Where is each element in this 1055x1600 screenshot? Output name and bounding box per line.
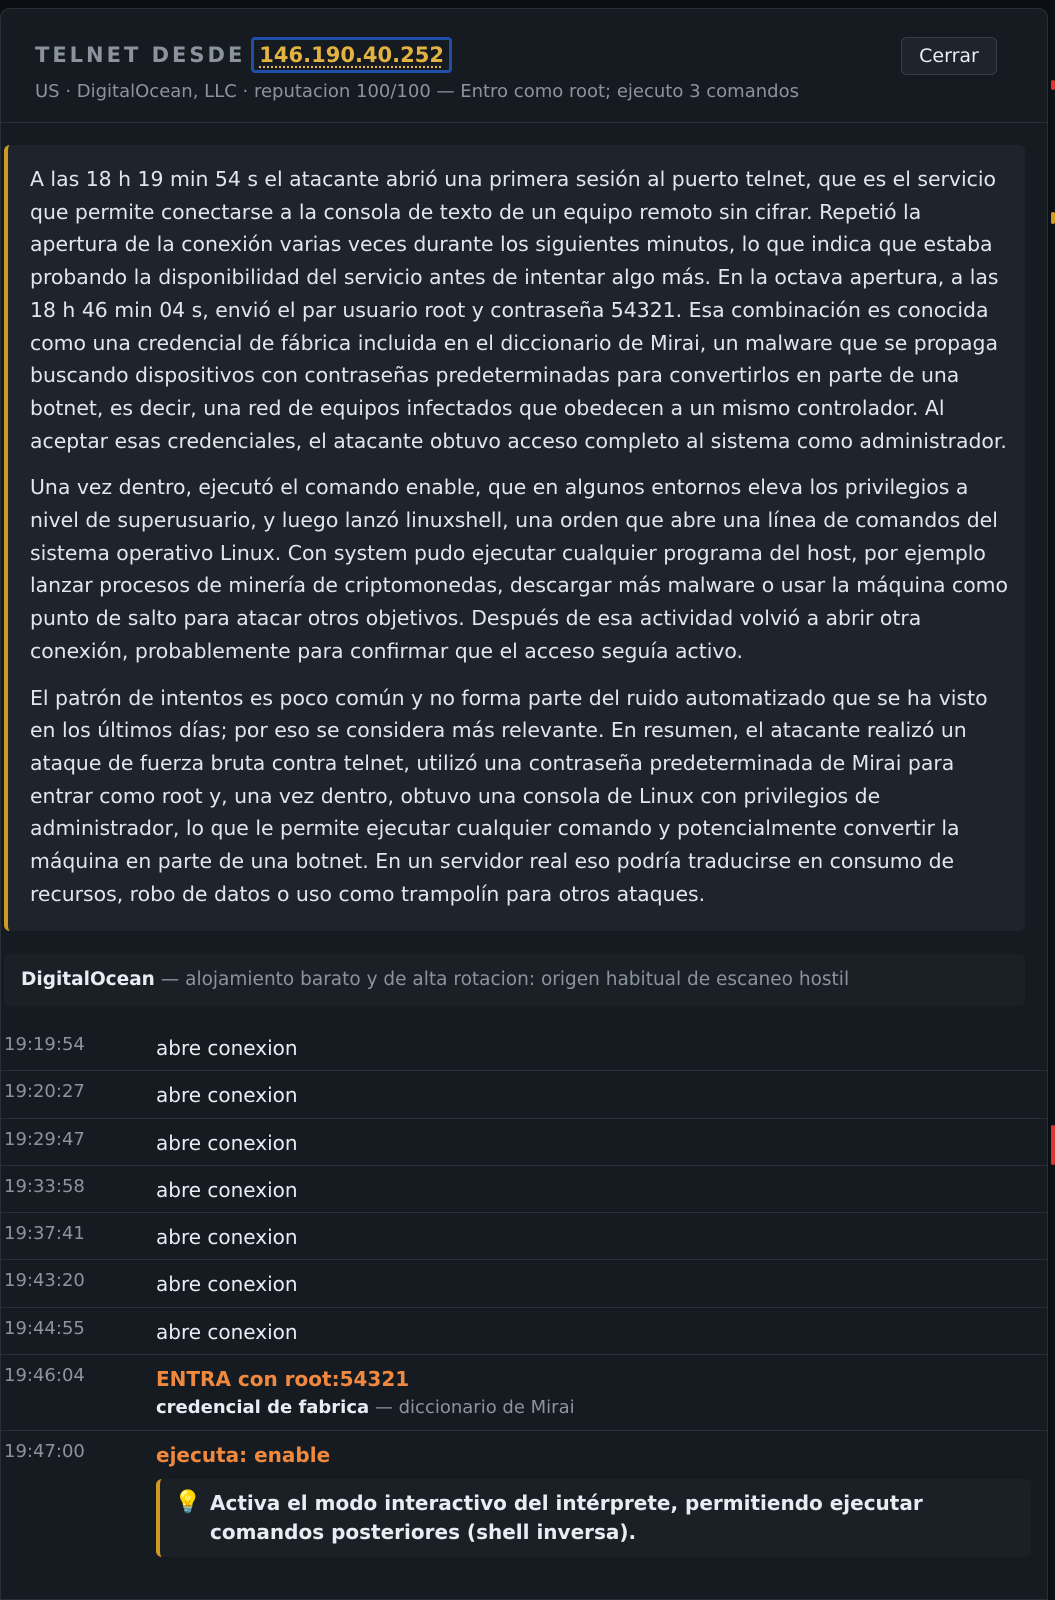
event-time: 19:37:41 <box>4 1223 85 1245</box>
timeline-row-command <box>1 1431 1048 1591</box>
dialog-subtitle: US · DigitalOcean, LLC · reputacion 100/100 — Entro como root; ejecuto 3 comandos <box>35 81 799 102</box>
provider-description: alojamiento barato y de alta rotacion: origen habitual de escaneo hostil <box>185 969 850 990</box>
dialog-title <box>35 37 452 73</box>
close-button[interactable]: Cerrar <box>901 37 997 75</box>
event-text: abre conexion <box>156 1272 298 1297</box>
event-time: 19:20:27 <box>4 1081 85 1103</box>
dialog-header <box>1 9 1047 123</box>
narrative-paragraph: A las 18 h 19 min 54 s el atacante abrió una primera sesión al puerto telnet, que es el servicio que permite conectarse a la consola de texto de un equipo remoto sin cifrar. Repetió la apertura de la conexión varias veces durante los siguientes minutos, lo que indica que estaba probando la disponibilidad del servicio antes de intentar algo más. En la octava apertura, a las 18 h 46 min 04 s, envió el par usuario root y contraseña 54321. Esa combinación es conocida como una credencial de fábrica incluida en el diccionario de Mirai, un malware que se propaga buscando dispositivos con contraseñas predeterminadas para convertirlos en parte de una botnet, es decir, una red de equipos infectados que obedecen a un mismo controlador. Al aceptar esas credenciales, el atacante obtuvo acceso completo al sistema como administrador. <box>30 167 1007 453</box>
timeline-row <box>1 1308 1048 1355</box>
provider-note <box>4 954 1025 1006</box>
narrative-paragraph: Una vez dentro, ejecutó el comando enable, que en algunos entornos eleva los privilegios a nivel de superusuario, y luego lanzó linuxshell, una orden que abre una línea de comandos del sistema operativo Linux. Con system pudo ejecutar cualquier programa del host, por ejemplo lanzar procesos de minería de criptomonedas, descargar más malware o usar la máquina como punto de salto para atacar otros objetivos. Después de esa actividad volvió a abrir otra conexión, probablemente para confirmar que el acceso seguía activo. <box>30 475 1009 663</box>
event-detail-source: diccionario de Mirai <box>398 1397 575 1419</box>
event-time: 19:29:47 <box>4 1128 85 1150</box>
event-text: abre conexion <box>156 1225 298 1250</box>
timeline-row <box>1 1213 1048 1260</box>
timeline-row <box>1 1166 1048 1213</box>
event-text-login: ENTRA con root:54321 <box>156 1367 410 1392</box>
event-detail <box>156 1397 575 1418</box>
ip-address-link[interactable]: 146.190.40.252 <box>251 37 452 73</box>
narrative-paragraph: El patrón de intentos es poco común y no forma parte del ruido automatizado que se ha visto en los últimos días; por eso se considera más relevante. En resumen, el atacante realizó un ataque de fuerza bruta contra telnet, utilizó una contraseña predeterminada de Mirai para entrar como root y, una vez dentro, obtuvo una consola de Linux con privilegios de administrador, lo que le permite ejecutar cualquier comando y potencialmente convertir la máquina en parte de una botnet. En un servidor real eso podría traducirse en consumo de recursos, robo de datos o uso como trampolín para otros ataques. <box>30 685 988 906</box>
event-timeline <box>1 1024 1048 1591</box>
telnet-session-dialog <box>0 8 1048 1600</box>
event-time: 19:44:55 <box>4 1317 85 1339</box>
event-time: 19:47:00 <box>4 1441 85 1463</box>
timeline-row <box>1 1119 1048 1166</box>
event-time: 19:43:20 <box>4 1270 85 1292</box>
command-explanation <box>156 1479 1031 1557</box>
event-text: abre conexion <box>156 1177 298 1202</box>
event-text: abre conexion <box>156 1130 298 1155</box>
event-time: 19:19:54 <box>4 1034 85 1055</box>
provider-separator: — <box>154 969 186 990</box>
event-detail-label: credencial de fabrica <box>156 1397 370 1419</box>
command-explanation-text: Activa el modo interactivo del intérprete, permitiendo ejecutar comandos posteriores (shell inversa). <box>210 1491 923 1545</box>
timeline-row <box>1 1071 1048 1118</box>
timeline-row <box>1 1024 1048 1071</box>
event-text: abre conexion <box>156 1319 298 1344</box>
provider-name: DigitalOcean <box>21 969 155 990</box>
event-text: abre conexion <box>156 1036 298 1060</box>
title-prefix: TELNET DESDE <box>35 43 246 67</box>
attack-narrative <box>4 145 1025 931</box>
timeline-row-login <box>1 1355 1048 1431</box>
event-time: 19:33:58 <box>4 1175 85 1197</box>
lightbulb-icon: 💡 <box>174 1490 202 1516</box>
event-detail-separator: — <box>369 1397 399 1419</box>
event-time: 19:46:04 <box>4 1365 85 1387</box>
timeline-row <box>1 1260 1048 1307</box>
event-text-command: ejecuta: enable <box>156 1443 331 1468</box>
event-text: abre conexion <box>156 1083 298 1108</box>
